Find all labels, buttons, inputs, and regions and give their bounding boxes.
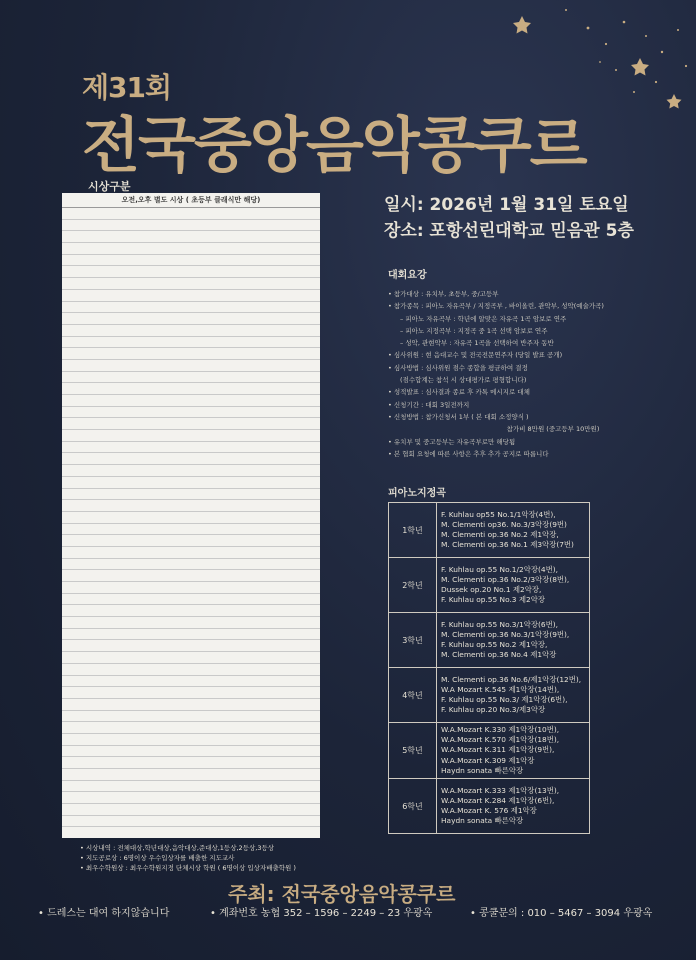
- piano-row: [389, 558, 590, 613]
- guide-item: • 신청방법 : 참가신청서 1부 ( 본 대회 소정양식 ): [388, 411, 678, 423]
- award-table-row: [62, 325, 320, 337]
- guide-item: • 유치부 및 중고등부는 자유곡부로만 해당됨: [388, 436, 678, 448]
- award-table: [62, 193, 320, 838]
- grade-label: 4학년: [389, 668, 437, 723]
- award-table-row: [62, 383, 320, 395]
- award-table-row: [62, 804, 320, 816]
- award-table-body: [62, 208, 320, 838]
- piece-item: W.A.Mozart K.330 제1악장(10번),: [441, 725, 560, 734]
- award-table-row: [62, 243, 320, 255]
- piece-item: W.A Mozart K.545 제1악장(14번),: [441, 684, 560, 694]
- award-table-row: [62, 570, 320, 582]
- piece-item: M. Clementi op.36 No.2/3악장(8번),: [441, 574, 570, 584]
- piece-list: [437, 613, 590, 668]
- piece-item: W.A.Mozart K.309 제1악장: [441, 755, 535, 765]
- piece-item: W.A.Mozart K. 576 제1악장: [441, 806, 537, 816]
- guide-item: 참가비 8만원 (중고등부 10만원): [506, 425, 600, 434]
- award-note: • 시상내역 : 전체대상,학년대상,음악대상,준대상,1등상,2등상,3등상: [80, 843, 296, 853]
- piece-item: M. Clementi op.36 No.3/1악장(9번),: [441, 629, 570, 639]
- guide-item: • 성적발표 : 심사결과 종료 후 카톡 메시지로 대체: [388, 386, 678, 398]
- host-label: 주최: 전국중앙음악콩쿠르: [228, 882, 456, 906]
- piano-row: [389, 723, 590, 779]
- award-table-row: [62, 372, 320, 384]
- award-table-row: [62, 652, 320, 664]
- award-table-row: [62, 465, 320, 477]
- award-table-row: [62, 302, 320, 314]
- footer-dress-note: • 드레스는 대여 하지않습니다: [38, 904, 169, 919]
- guide-item: • 심사위원 : 현 음대교수 및 전국전문연주자 (당일 발표 공개): [388, 349, 678, 361]
- award-table-row: [62, 407, 320, 419]
- award-table-row: [62, 559, 320, 571]
- award-table-row: [62, 489, 320, 501]
- award-table-row: [62, 477, 320, 489]
- award-table-row: [62, 547, 320, 559]
- award-table-row: [62, 278, 320, 290]
- award-table-row: [62, 535, 320, 547]
- award-table-caption: 오전,오후 별도 시상 ( 초등부 클래식만 해당): [62, 193, 320, 208]
- guide-heading: 대회요강: [388, 270, 427, 281]
- guide-item: • 참가종목 : 피아노 자유곡부 / 지정곡부 , 바이올린, 관악부, 성악(예술가곡): [388, 300, 678, 312]
- piece-item: W.A.Mozart K.570 제1악장(18번),: [441, 735, 560, 745]
- award-table-row: [62, 827, 320, 838]
- piece-item: M. Clementi op.36 No.4 제1악장: [441, 650, 557, 660]
- award-table-row: [62, 640, 320, 652]
- award-note: • 지도공로상 : 6명이상 우수입상자를 배출한 지도교사: [80, 853, 296, 863]
- footer-contact: • 콩쿨문의 : 010 – 5467 – 3094 우광옥: [470, 904, 652, 919]
- piece-item: F. Kuhlau op.20 No.3/제3악장: [441, 705, 546, 715]
- award-table-row: [62, 442, 320, 454]
- award-table-row: [62, 512, 320, 524]
- piece-item: M. Clementi op36. No.3/3악장(9번): [441, 519, 567, 529]
- award-table-row: [62, 582, 320, 594]
- award-table-row: [62, 722, 320, 734]
- piano-heading: 피아노지정곡: [388, 488, 446, 499]
- award-table-row: [62, 699, 320, 711]
- grade-label: 2학년: [389, 558, 437, 613]
- piece-list: [437, 668, 590, 723]
- piano-row: [389, 613, 590, 668]
- award-table-row: [62, 711, 320, 723]
- award-table-row: [62, 430, 320, 442]
- piece-item: W.A.Mozart K.311 제1악장(9번),: [441, 745, 555, 755]
- awards-heading: 시상구분: [88, 180, 131, 193]
- grade-label: 6학년: [389, 779, 437, 834]
- award-table-row: [62, 524, 320, 536]
- award-table-row: [62, 395, 320, 407]
- guide-item: – 성악, 관현악부 : 자유곡 1곡을 선택하여 반주자 동반: [400, 339, 554, 348]
- piece-item: F. Kuhlau op.55 No.1/2악장(4번),: [441, 564, 558, 574]
- award-table-row: [62, 348, 320, 360]
- piece-list: [437, 503, 590, 558]
- piece-item: W.A.Mozart K.333 제1악장(13번),: [441, 785, 560, 795]
- piece-item: F. Kuhlau op.55 No.3/ 제1악장(6번),: [441, 695, 568, 704]
- award-note: • 최우수학원상 : 최우수학원지정 단체시상 학원 ( 6명이상 입상자배출학원 ): [80, 863, 296, 873]
- piece-item: F. Kuhlau op.55 No.2 제1악장,: [441, 640, 548, 649]
- award-table-row: [62, 664, 320, 676]
- piano-repertoire-table: [388, 502, 590, 834]
- award-table-row: [62, 687, 320, 699]
- guide-item: • 신청기간 : 대회 3일전까지: [388, 399, 678, 411]
- award-table-row: [62, 255, 320, 267]
- piece-item: F. Kuhlau op.55 No.3 제2악장: [441, 595, 545, 605]
- award-table-row: [62, 208, 320, 220]
- guide-item: (점수합계는 참석 시 상대평가로 평형합니다): [400, 376, 527, 385]
- guide-item: • 참가대상 : 유치부, 초등부, 중/고등부: [388, 288, 678, 300]
- piece-item: M. Clementi op.36 No.6/제1악장(12번),: [441, 674, 582, 684]
- award-table-row: [62, 816, 320, 828]
- award-table-row: [62, 617, 320, 629]
- piano-row: [389, 779, 590, 834]
- award-table-row: [62, 781, 320, 793]
- award-table-row: [62, 676, 320, 688]
- award-table-row: [62, 290, 320, 302]
- award-table-row: [62, 792, 320, 804]
- guide-item: • 본 협회 요청에 따른 사항은 추후 추가 공지로 따릅니다: [388, 448, 678, 460]
- award-notes: [80, 843, 296, 873]
- footer-account: • 계좌번호 농협 352 – 1596 – 2249 – 23 우광옥: [210, 904, 432, 919]
- piano-row: [389, 503, 590, 558]
- guide-item: • 심사방법 : 심사위원 점수 종합을 평균하여 결정: [388, 362, 678, 374]
- award-table-row: [62, 734, 320, 746]
- guide-item: – 피아노 지정곡부 : 지정곡 중 1곡 선택 암보로 연주: [400, 326, 548, 335]
- award-table-row: [62, 231, 320, 243]
- award-table-row: [62, 337, 320, 349]
- piece-item: F. Kuhlau op55 No.1/1악장(4번),: [441, 509, 556, 519]
- piece-item: F. Kuhlau op.55 No.3/1악장(6번),: [441, 619, 558, 629]
- award-table-row: [62, 266, 320, 278]
- award-table-row: [62, 220, 320, 232]
- grade-label: 3학년: [389, 613, 437, 668]
- piece-item: W.A.Mozart K.284 제1악장(6번),: [441, 795, 555, 805]
- event-date: 일시: 2026년 1월 31일 토요일: [384, 195, 629, 215]
- competition-title: 전국중앙음악콩쿠르: [82, 111, 586, 181]
- award-table-row: [62, 769, 320, 781]
- award-table-row: [62, 500, 320, 512]
- piece-list: [437, 558, 590, 613]
- award-table-row: [62, 605, 320, 617]
- piece-list: [437, 779, 590, 834]
- award-table-row: [62, 746, 320, 758]
- guide-item: – 피아노 자유곡부 : 학년에 알맞은 자유곡 1곡 암보로 연주: [400, 314, 567, 323]
- award-table-row: [62, 757, 320, 769]
- piece-list: [437, 723, 590, 779]
- award-table-row: [62, 629, 320, 641]
- award-table-row: [62, 313, 320, 325]
- piece-item: Dussek op.20 No.1 제2악장,: [441, 585, 542, 594]
- event-venue: 장소: 포항선린대학교 믿음관 5층: [384, 221, 634, 241]
- grade-label: 1학년: [389, 503, 437, 558]
- award-table-row: [62, 418, 320, 430]
- piece-item: M. Clementi op.36 No.1 제3악장(7번): [441, 540, 574, 550]
- piano-row: [389, 668, 590, 723]
- piece-item: Haydn sonata 빠른악장: [441, 816, 524, 826]
- guide-list: [388, 288, 678, 460]
- award-table-row: [62, 594, 320, 606]
- piece-item: M. Clementi op.36 No.2 제1악장,: [441, 530, 559, 539]
- piece-item: Haydn sonata 빠른악장: [441, 765, 524, 775]
- grade-label: 5학년: [389, 723, 437, 779]
- award-table-row: [62, 360, 320, 372]
- edition-label: 제31회: [82, 71, 172, 104]
- award-table-row: [62, 453, 320, 465]
